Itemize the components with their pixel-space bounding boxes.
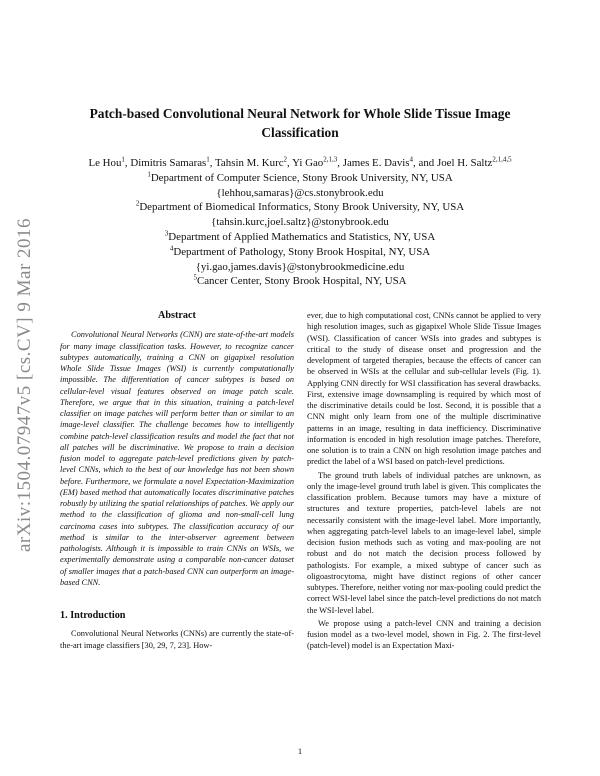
introduction-heading: 1. Introduction	[60, 610, 126, 621]
author-name: Dimitris Samaras	[130, 157, 207, 169]
author-affiliation-mark: 1	[121, 155, 125, 164]
abstract-heading: Abstract	[158, 310, 196, 321]
affiliation-line: $^4$Department of Pathology, Stony Brook Hospital, NY, USA	[169, 244, 431, 258]
author-affiliation-mark: 1	[206, 155, 210, 164]
affiliation-line: $^2$Department of Biomedical Informatics, Stony Brook University, NY, USA	[135, 199, 465, 214]
author-name: Joel H. Saltz	[436, 157, 493, 169]
author-name: James E. Davis	[342, 157, 410, 169]
author-list: Le Hou$^1$, Dimitris Samaras$^1$, Tahsin M. Kurc$^2$, Yi Gao$^{2,1,3}$, James E. Davis$^4$, and Joel H. Saltz$^{2,1,4,5}$	[88, 155, 512, 169]
author-name: Tahsin M. Kurc	[215, 157, 284, 169]
abstract-text: Convolutional Neural Networks (CNN) are state-of-the-art models for many image classification tasks. However, to recognize cancer subtypes automatically, training a CNN on gigapixel resolution Whole Slide Tissue Images (WSI) is currently computationally impossible. The differentiation of cancer subtypes is based on cellular-level visual features observed on image patch scale. Therefore, we argue that in this situation, training a patch-level classifier on image patches will perform better than or similar to an image-level classifier. The challenge becomes how to intelligently combine patch-level classification results and model the fact that not all patches will be discriminative. We propose to train a decision fusion model to aggregate patch-level predictions given by patch-level CNNs, which to the best of our knowledge has not been shown before. Furthermore, we formulate a novel Expectation-Maximization (EM) based method that automatically locates discriminative patches robustly by utilizing the spatial relationships of patches. We apply our method to the classification of glioma and non-small-cell lung carcinoma cases into subtypes. The classification accuracy of our method is similar to the inter-observer agreement between pathologists. Although it is impossible to train CNNs on WSIs, we experimentally demonstrate using a comparable non-cancer dataset of smaller images that a patch-based CNN can outperform an image-based CNN.	[60, 330, 294, 587]
author-affiliation-mark: 2,1,4,5	[492, 155, 512, 164]
affiliation-line: $^3$Department of Applied Mathematics and Statistics, NY, USA	[164, 229, 436, 243]
author-affiliation-mark: 2	[283, 155, 288, 164]
page-number: 1	[297, 746, 303, 756]
author-affiliation-mark: 4	[409, 155, 414, 164]
author-affiliation-mark: 2,1,3	[323, 155, 338, 164]
right-column	[307, 310, 541, 652]
affiliation-line: $^1$Department of Computer Science, Stony Brook University, NY, USA	[147, 170, 453, 184]
author-block	[50, 156, 550, 289]
title-line-2: Classification	[261, 125, 339, 140]
body-paragraph: ever, due to high computational cost, CNNs cannot be applied to very high resolution images, such as gigapixel Whole Slide Tissue Images (WSI). Classification of cancer WSIs into grades and subtypes is critical to the study of disease onset and progression and the development of targeted therapies, because the effects of cancer can be observed in WSIs at the cellular and sub-cellular levels (Fig. 1). Applying CNN directly for WSI classification has several drawbacks. First, extensive image downsampling is required by which most of the discriminative details could be lost. Second, it is possible that a CNN might only learn from one of the multiple discriminative patterns in an image, resulting in data inefficiency. Discriminative information is encoded in high resolution image patches. Therefore, one solution is to train a CNN on high resolution image patches and predict the label of a WSI based on patch-level predictions.	[307, 311, 541, 467]
paper-title	[60, 104, 540, 142]
title-line-1: Patch-based Convolutional Neural Network for Whole Slide Tissue Image	[89, 106, 511, 121]
author-name: Yi Gao	[292, 157, 324, 169]
body-paragraph: The ground truth labels of individual patches are unknown, as only the image-level ground truth label is given. This complicates the classification problem. Because tumors may have a mixture of structures and texture properties, patch-level labels are not necessarily consistent with the image-level label. More importantly, when aggregating patch-level labels to an image-level label, simple decision fusion methods such as voting and max-pooling are not robust and do not match the decision process followed by pathologists. For example, a mixed subtype of cancer such as oligoastrocytoma, might have distinct regions of other cancer subtypes. Therefore, neither voting nor max-pooling could predict the correct WSI-level label since the patch-level predictions do not match the WSI-level label.	[307, 470, 541, 615]
arxiv-identifier: arXiv:1504.07947v5 [cs.CV] 9 Mar 2016	[14, 217, 36, 553]
email-line: {tahsin.kurc,joel.saltz}@stonybrook.edu	[211, 216, 389, 229]
affiliation-line: $^5$Cancer Center, Stony Brook Hospital, NY, USA	[193, 273, 407, 288]
body-paragraph: We propose using a patch-level CNN and training a decision fusion model as a two-level model, shown in Fig. 2. The first-level (patch-level) model is an Expectation Maxi-	[307, 618, 541, 651]
email-line: {yi.gao,james.davis}@stonybrookmedicine.edu	[195, 260, 405, 273]
email-line: {lehhou,samaras}@cs.stonybrook.edu	[216, 186, 384, 199]
left-column	[60, 310, 294, 651]
body-paragraph: Convolutional Neural Networks (CNNs) are currently the state-of-the-art image classifiers [30, 29, 7, 23]. How-	[60, 629, 294, 650]
author-name: Le Hou	[88, 157, 122, 169]
